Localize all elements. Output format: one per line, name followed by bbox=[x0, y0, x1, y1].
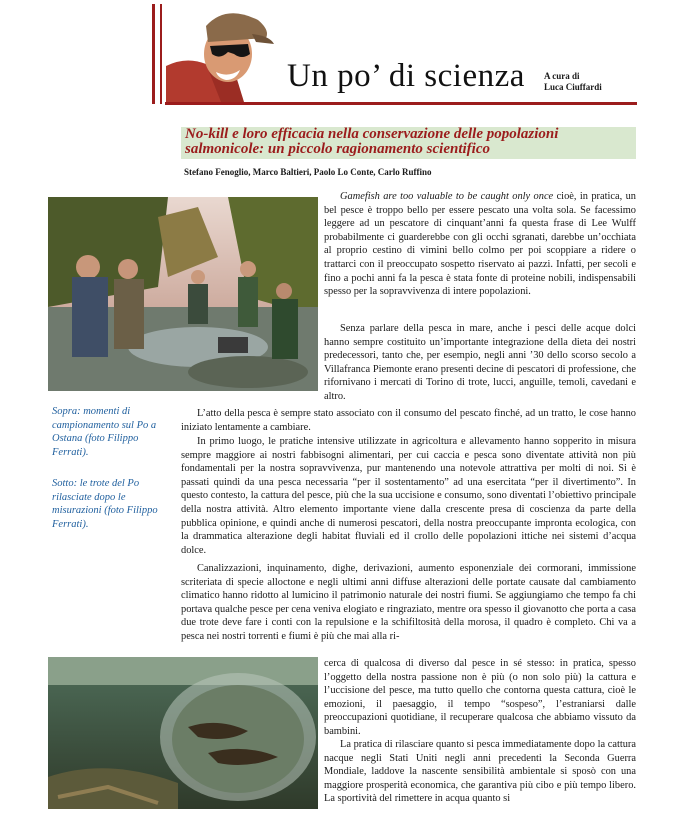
caption-top-photo: Sopra: momenti di campionamento sul Po a Ostana (foto Filippo Ferrati). bbox=[52, 406, 157, 458]
paragraph-5-continued-text: cerca di qualcosa di diverso dal pesce in sé stesso: in pratica, spesso l’oggetto della nostra passione non è più (o non solo più) la cattura e l’uccisione del pesce, ma tutto quello che contorna questa cattura, cioè le emozioni, il paesaggio, il tempo “sospeso”, l’estraniarsi dalle preoccupazioni quotidiane, il recuperare qualcosa che abbiamo vissuto da bambini. bbox=[324, 658, 636, 737]
paragraph-5-text: Canalizzazioni, inquinamento, dighe, derivazioni, aumento esponenziale dei cormorani, immissione scriteriata di specie alloctone e negli ultimi anni diffuse alterazioni delle portate causate dal cambiamento climatico hanno ridotto al lumicino il patrimonio naturale dei nostri fiumi. Se aggiungiamo che tempo fa chi portava qualche pesce per cena veniva elogiato e ringraziato, mentre ora spesso il giovanotto che porta a casa due trote deve fare i conti con la repulsione e la schifiltosità della morosa, il quadro è completo. Chi va a pesca nei nostri torrenti e fiumi è più che mai alla ri- bbox=[181, 563, 636, 642]
curator-credit bbox=[544, 71, 602, 93]
header-rule-horizontal bbox=[165, 102, 637, 105]
paragraph-6-text: La pratica di rilasciare quanto si pesca immediatamente dopo la cattura nacque negli Stati Uniti negli anni precedenti la Seconda Guerra Mondiale, laddove la nascente sensibilità ambientale si sposò con una maggiore prosperità economica, che garantiva più cibo e più tempo libero. La sportività del rimettere in acqua quanto si bbox=[324, 739, 636, 805]
caption-bottom-photo: Sotto: le trote del Po rilasciate dopo le misurazioni (foto Filippo Ferrati). bbox=[52, 478, 158, 530]
curator-label: A cura di bbox=[544, 71, 580, 81]
header-rule-vertical-right bbox=[160, 4, 162, 104]
header-rule-vertical-left bbox=[152, 4, 155, 104]
paragraph-4-text: In primo luogo, le pratiche intensive utilizzate in agricoltura e allevamento hanno sopperito in misura sempre maggiore ai nostri fabbisogni alimentari, per cui caccia e pesca sono diventate attività non più fondamentali per la nostra sopravvivenza, pur mantenendo una notevole attrattiva per molti di noi. Si è passati quindi da una pesca necessaria “per il sostentamento” ad una esercitata “per il divertimento”. In questo contesto, la cattura del pesce, più che la sua uccisione e consumo, sono diventati l’obiettivo principale della nostra attività. Altro elemento importante viene dalla crescente presa di coscienza da parte della pubblica opinione, e quindi anche di numerosi pescatori, della nostra preoccupante impronta ecologica, con la drammatica alterazione degli habitat fluviali ed il crollo delle popolazioni ittiche nei sistemi d’acqua dolce. bbox=[181, 436, 636, 556]
curator-name: Luca Ciuffardi bbox=[544, 82, 602, 92]
paragraph-2 bbox=[324, 322, 636, 404]
author-portrait bbox=[166, 6, 274, 102]
article-title: No-kill e loro efficacia nella conservazione delle popolazioni salmonicole: un piccolo ragionamento scientifico bbox=[185, 126, 559, 157]
paragraph-5-continued bbox=[324, 657, 636, 739]
paragraph-2-text: Senza parlare della pesca in mare, anche i pesci delle acque dolci hanno sempre costituito un’importante integrazione della dieta dei nostri predecessori, tanto che, per esempio, negli anni ’30 dello scorso secolo a Villafranca Piemonte erano presenti decine di pescatori di professione, che rifornivano i mercati di Torino di trote, lucci, anguille, temoli, cavedani e altro. bbox=[324, 323, 636, 402]
paragraph-5 bbox=[181, 562, 636, 644]
section-title: Un po’ di scienza bbox=[287, 58, 525, 94]
paragraph-1 bbox=[324, 190, 636, 299]
paragraph-3 bbox=[181, 407, 636, 434]
photo-sampling-po-ostana bbox=[48, 197, 318, 391]
photo-released-trout bbox=[48, 657, 318, 809]
paragraph-6 bbox=[324, 738, 636, 806]
article-authors: Stefano Fenoglio, Marco Baltieri, Paolo Lo Conte, Carlo Ruffino bbox=[184, 167, 432, 177]
paragraph-1-text: cioè, in pratica, un bel pesce è troppo bello per essere pescato una volta sola. Se facessimo leggere ad un pescatore di cinquant’anni fa questa frase di Lee Wulff probabilmente ci guarderebbe con gli occhi sgranati, darebbe un’occhiata al proprio cestino di vimini bello colmo per poi scoppiare a ridere o trattarci con il preoccupato sospetto riservato ai pazzi. Infatti, per secoli e fino a pochi anni fa la pesca è stata fonte di proteine nobili, indispensabili spesso per la sopravvivenza di intere popolazioni. bbox=[324, 191, 636, 298]
paragraph-3-text: L’atto della pesca è sempre stato associato con il consumo del pescato finché, ad un tratto, le cose hanno iniziato lentamente a cambiare. bbox=[181, 408, 636, 433]
paragraph-4 bbox=[181, 435, 636, 557]
paragraph-1-quote: Gamefish are too valuable to be caught only once bbox=[340, 191, 554, 202]
